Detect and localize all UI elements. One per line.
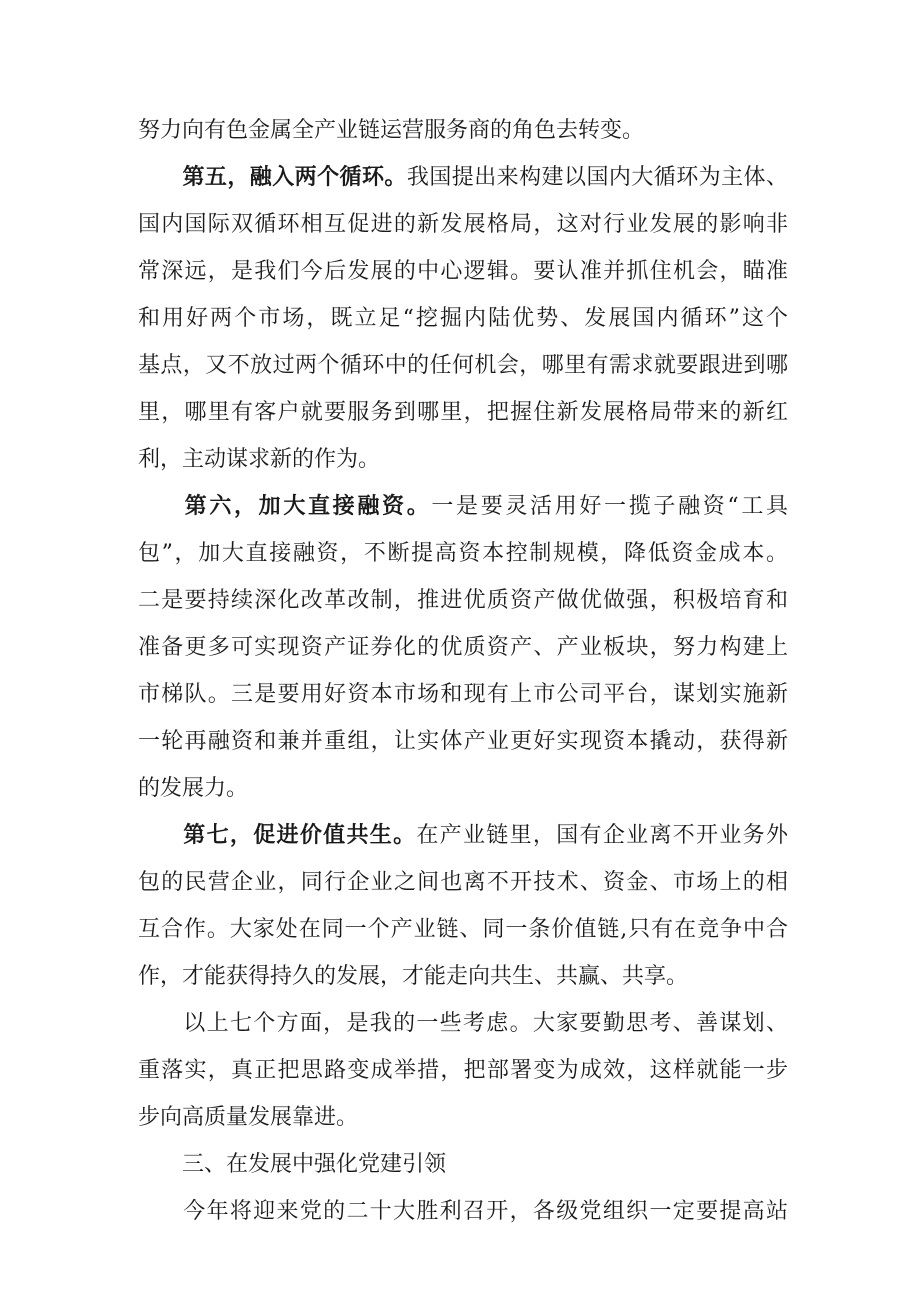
line-text: 利，主动谋求新的作为。 [138, 447, 381, 472]
text-line [138, 953, 788, 1000]
line-text: 包”，加大直接融资，不断提高资本控制规模，降低资金成本。 [138, 541, 788, 566]
text-line [138, 1094, 788, 1141]
text-line [138, 295, 788, 342]
text-line [138, 154, 788, 201]
line-text: 的发展力。 [138, 776, 249, 801]
text-line [138, 765, 788, 812]
document-body [138, 107, 788, 1235]
text-line [138, 436, 788, 483]
line-text: 一轮再融资和兼并重组，让实体产业更好实现资本撬动，获得新 [138, 729, 788, 754]
text-line [138, 812, 788, 859]
line-text: 里，哪里有客户就要服务到哪里，把握住新发展格局带来的新红 [138, 400, 788, 425]
text-line [138, 530, 788, 577]
text-line [138, 389, 788, 436]
section-heading: 第五，融入两个循环。 [182, 165, 407, 190]
line-text: 努力向有色金属全产业链运营服务商的角色去转变。 [138, 118, 645, 143]
line-text: 重落实，真正把思路变成举措，把部署变为成效，这样就能一步 [138, 1058, 788, 1083]
line-text: 二是要持续深化改革改制，推进优质资产做优做强，积极培育和 [138, 588, 788, 613]
text-line [138, 1000, 788, 1047]
line-text: 三、在发展中强化党建引领 [182, 1152, 447, 1177]
line-text: 基点，又不放过两个循环中的任何机会，哪里有需求就要跟进到哪 [138, 353, 788, 378]
line-text: 一是要灵活用好一揽子融资“工具 [431, 494, 788, 519]
line-text: 和用好两个市场，既立足“挖掘内陆优势、发展国内循环”这个 [138, 306, 788, 331]
section-heading: 第七，促进价值共生。 [182, 823, 417, 848]
line-text: 在产业链里，国有企业离不开业务外 [416, 823, 788, 848]
line-text: 今年将迎来党的二十大胜利召开，各级党组织一定要提高站 [182, 1199, 788, 1224]
line-text: 我国提出来构建以国内大循环为主体、 [406, 165, 788, 190]
text-line [138, 624, 788, 671]
text-line [138, 906, 788, 953]
line-text: 包的民营企业，同行企业之间也离不开技术、资金、市场上的相 [138, 870, 788, 895]
line-text: 作，才能获得持久的发展，才能走向共生、共赢、共享。 [138, 964, 689, 989]
line-text: 市梯队。三是要用好资本市场和现有上市公司平台，谋划实施新 [138, 682, 788, 707]
line-text: 常深远，是我们今后发展的中心逻辑。要认准并抓住机会，瞄准 [138, 259, 788, 284]
line-text: 步向高质量发展靠进。 [138, 1105, 359, 1130]
text-line [138, 671, 788, 718]
text-line [138, 342, 788, 389]
line-text: 互合作。大家处在同一个产业链、同一条价值链,只有在竞争中合 [138, 917, 788, 942]
text-line [138, 1141, 788, 1188]
text-line [138, 107, 788, 154]
line-text: 准备更多可实现资产证券化的优质资产、产业板块，努力构建上 [138, 635, 788, 660]
text-line [138, 718, 788, 765]
text-line [138, 859, 788, 906]
text-line [138, 483, 788, 530]
section-heading: 第六，加大直接融资。 [182, 494, 432, 519]
text-line [138, 248, 788, 295]
line-text: 以上七个方面，是我的一些考虑。大家要勤思考、善谋划、 [182, 1011, 788, 1036]
line-text: 国内国际双循环相互促进的新发展格局，这对行业发展的影响非 [138, 212, 788, 237]
text-line [138, 1047, 788, 1094]
text-line [138, 1188, 788, 1235]
text-line [138, 201, 788, 248]
text-line [138, 577, 788, 624]
